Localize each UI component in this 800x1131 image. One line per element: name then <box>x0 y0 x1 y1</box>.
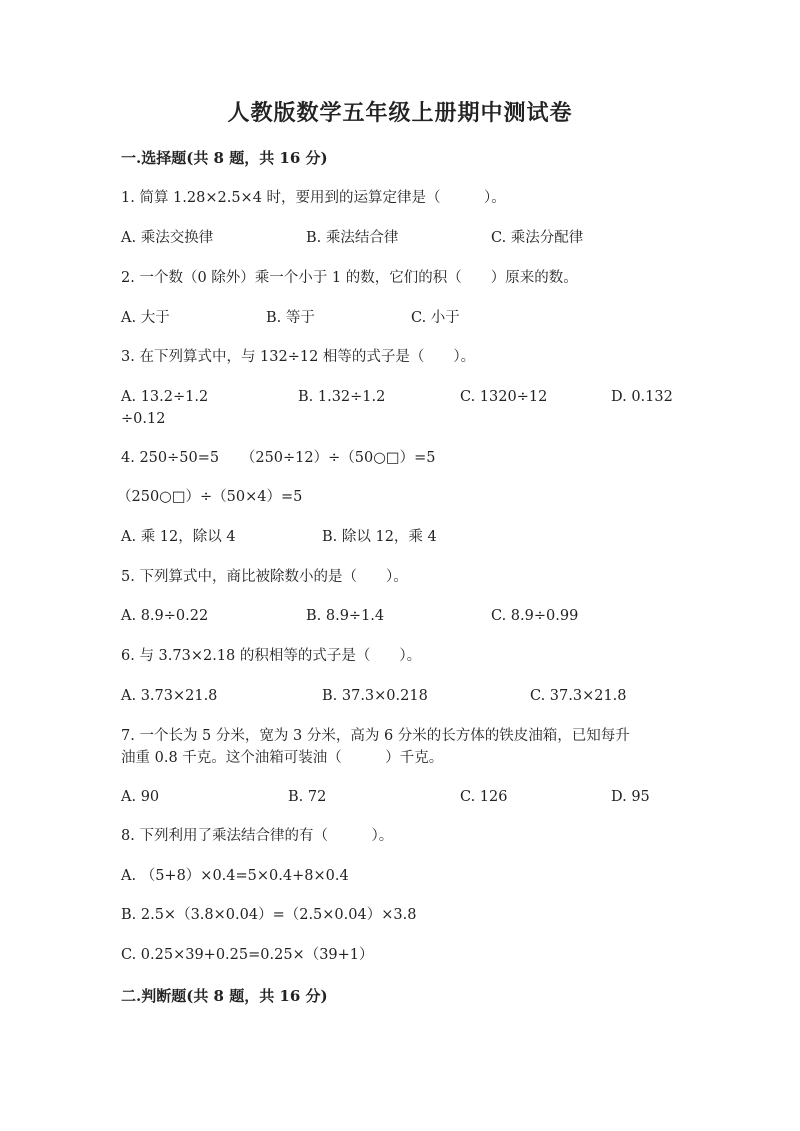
q2-option-c: C. 小于 <box>411 310 460 326</box>
q2-option-b: B. 等于 <box>266 310 315 326</box>
question-8: 8. 下列利用了乘法结合律的有（ ）。 <box>121 828 394 844</box>
q7-option-a: A. 90 <box>121 789 160 805</box>
question-4: 4. 250÷50=5 （250÷12）÷（50○□）=5 <box>121 450 436 466</box>
q5-option-b: B. 8.9÷1.4 <box>306 608 385 624</box>
q3-option-a: A. 13.2÷1.2 <box>121 389 209 405</box>
q3-option-d-wrap: ÷0.12 <box>121 411 166 427</box>
section-heading-judgment: 二.判断题(共 8 题，共 16 分) <box>121 987 328 1005</box>
question-1: 1. 简算 1.28×2.5×4 时，要用到的运算定律是（ ）。 <box>121 190 506 206</box>
q5-option-a: A. 8.9÷0.22 <box>121 608 209 624</box>
q6-option-b: B. 37.3×0.218 <box>322 688 428 704</box>
section-heading-choice: 一.选择题(共 8 题，共 16 分) <box>121 149 328 167</box>
q6-option-c: C. 37.3×21.8 <box>530 688 627 704</box>
q2-option-a: A. 大于 <box>121 310 170 326</box>
q7-option-d: D. 95 <box>611 789 650 805</box>
q8-option-c: C. 0.25×39+0.25=0.25×（39+1） <box>121 947 374 963</box>
question-7-line2: 油重 0.8 千克。这个油箱可装油（ ）千克。 <box>121 750 444 766</box>
q8-option-a: A. （5+8）×0.4=5×0.4+8×0.4 <box>121 868 349 884</box>
q6-option-a: A. 3.73×21.8 <box>121 688 218 704</box>
q1-option-a: A. 乘法交换律 <box>121 230 214 246</box>
question-5: 5. 下列算式中，商比被除数小的是（ ）。 <box>121 569 408 585</box>
question-6: 6. 与 3.73×2.18 的积相等的式子是（ ）。 <box>121 648 422 664</box>
question-3: 3. 在下列算式中，与 132÷12 相等的式子是（ ）。 <box>121 349 476 365</box>
question-4-line2: （250○□）÷（50×4）=5 <box>117 489 303 505</box>
q7-option-c: C. 126 <box>460 789 508 805</box>
question-2: 2. 一个数（0 除外）乘一个小于 1 的数，它们的积（ ）原来的数。 <box>121 270 578 286</box>
question-7: 7. 一个长为 5 分米，宽为 3 分米，高为 6 分米的长方体的铁皮油箱，已知每升 <box>121 728 630 744</box>
q1-option-b: B. 乘法结合律 <box>306 230 399 246</box>
q7-option-b: B. 72 <box>288 789 327 805</box>
q4-option-b: B. 除以 12，乘 4 <box>322 529 437 545</box>
q3-option-d: D. 0.132 <box>611 389 673 405</box>
page-title: 人教版数学五年级上册期中测试卷 <box>227 100 573 126</box>
q4-option-a: A. 乘 12，除以 4 <box>121 529 236 545</box>
q5-option-c: C. 8.9÷0.99 <box>491 608 579 624</box>
q1-option-c: C. 乘法分配律 <box>491 230 584 246</box>
q3-option-c: C. 1320÷12 <box>460 389 548 405</box>
q8-option-b: B. 2.5×（3.8×0.04）=（2.5×0.04）×3.8 <box>121 907 417 923</box>
q3-option-b: B. 1.32÷1.2 <box>298 389 386 405</box>
